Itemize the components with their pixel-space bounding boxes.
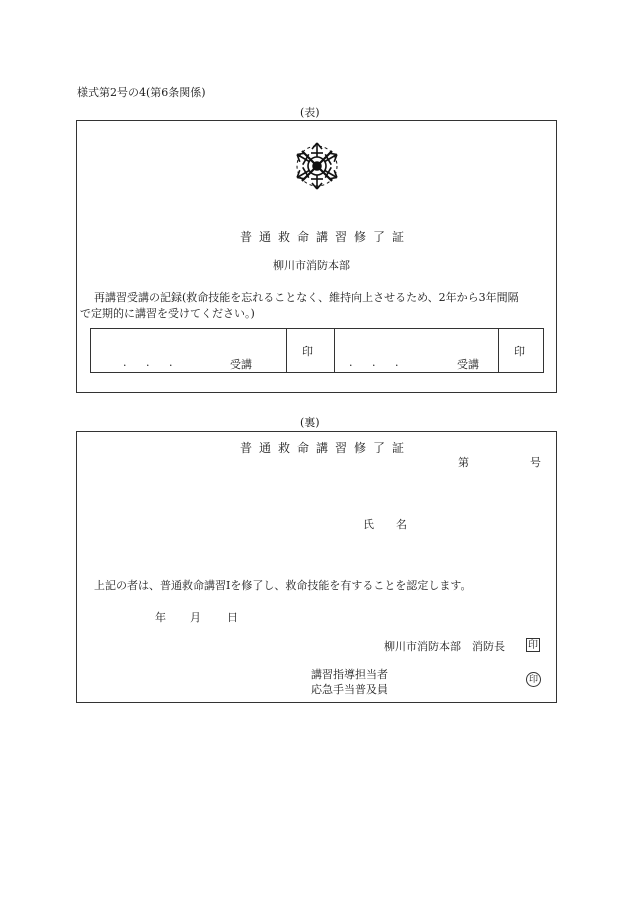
certification-statement: 上記の者は、普通救命講習Ⅰを修了し、救命技能を有することを認定します。 <box>94 579 472 592</box>
certificate-title: 普通救命講習修了証 <box>240 230 412 244</box>
name-label: 氏 名 <box>363 518 407 531</box>
issuer-name: 柳川市消防本部 <box>273 259 350 272</box>
record-note-line1: 再講習受講の記録(救命技能を忘れることなく、維持向上させるため、2年から3年間隔 <box>94 291 519 304</box>
certificate-title-back: 普通救命講習修了証 <box>240 441 412 455</box>
form-number: 様式第2号の4(第6条関係) <box>77 86 206 99</box>
front-side-label: (表) <box>300 106 320 119</box>
instructor-line2: 応急手当普及員 <box>311 683 388 696</box>
back-card <box>76 431 557 703</box>
instructor-seal: 印 <box>526 672 541 687</box>
record-seal-label-2: 印 <box>514 345 525 358</box>
certificate-number-prefix: 第 <box>458 456 469 469</box>
record-date-2: . . . <box>349 356 407 369</box>
certificate-number-suffix: 号 <box>530 456 541 469</box>
record-note-line2: で定期的に講習を受けてください。) <box>80 307 255 320</box>
date-day: 日 <box>227 611 238 624</box>
date-month: 月 <box>190 611 201 624</box>
front-card <box>76 120 557 393</box>
record-date-1: . . . <box>123 356 181 369</box>
back-side-label: (裏) <box>300 416 320 429</box>
record-seal-label-1: 印 <box>302 345 313 358</box>
record-attend-label-1: 受講 <box>230 358 252 371</box>
instructor-line1: 講習指導担当者 <box>311 668 388 681</box>
retraining-record-table <box>90 328 544 373</box>
fire-department-emblem-icon <box>290 139 344 193</box>
date-year: 年 <box>155 611 166 624</box>
fire-chief-title: 柳川市消防本部 消防長 <box>384 640 505 653</box>
fire-chief-seal: 印 <box>528 640 538 651</box>
record-attend-label-2: 受講 <box>457 358 479 371</box>
